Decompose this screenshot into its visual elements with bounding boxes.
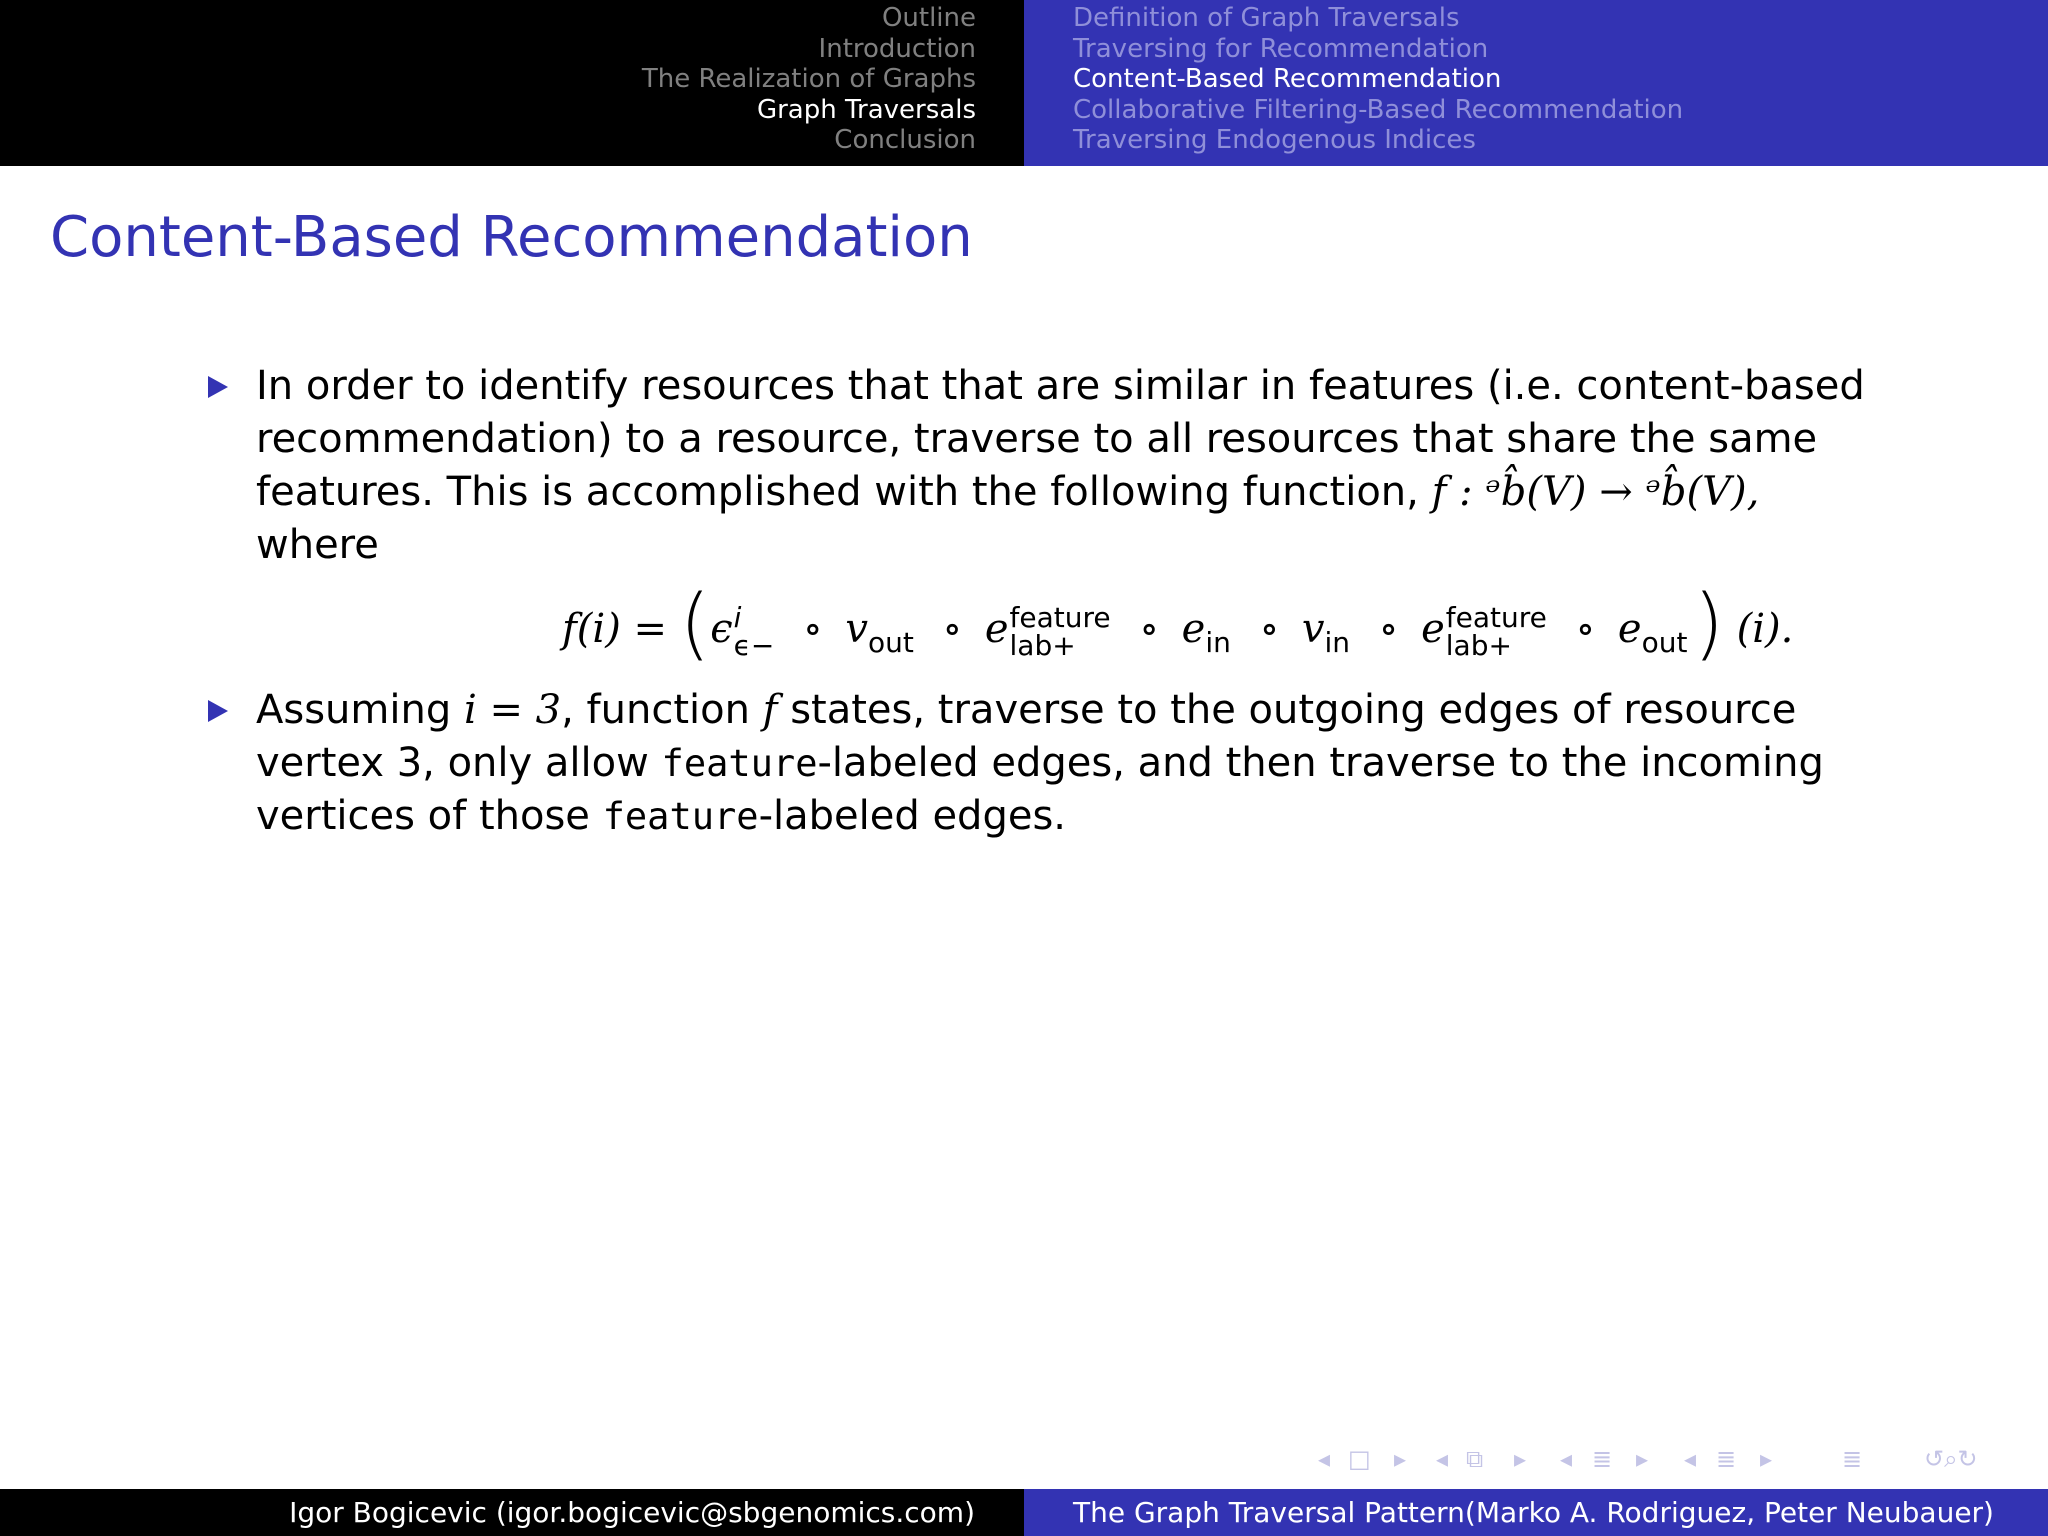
beamer-navigation-bar bbox=[0, 1444, 2048, 1474]
equation-body bbox=[562, 579, 1794, 683]
e-symbol: e bbox=[1617, 606, 1642, 652]
compose-op: ∘ bbox=[1139, 606, 1159, 652]
e-symbol: e bbox=[1421, 606, 1445, 652]
compose-op: ∘ bbox=[942, 606, 963, 652]
toc-icon[interactable]: ≣ bbox=[1842, 1445, 1863, 1473]
section-graph-traversals[interactable]: Graph Traversals bbox=[756, 94, 976, 125]
e-in-subscript: in bbox=[1205, 626, 1231, 659]
frame-prev-arrow-icon[interactable]: ◂ bbox=[1318, 1445, 1331, 1473]
section-introduction[interactable]: Introduction bbox=[818, 33, 976, 64]
traversal-equation bbox=[256, 576, 1885, 672]
subsection-definition[interactable]: Definition of Graph Traversals bbox=[1073, 3, 1460, 33]
section-realization-of-graphs[interactable]: The Realization of Graphs bbox=[641, 64, 976, 94]
slide-title: Content-Based Recommendation bbox=[50, 205, 973, 270]
search-back-forward-icon[interactable]: ↺⌕↻ bbox=[1924, 1445, 1978, 1473]
bullet-item bbox=[205, 684, 1885, 843]
subsection-list bbox=[1073, 3, 1683, 156]
subsection-prev-arrow-icon[interactable]: ◂ bbox=[1436, 1445, 1449, 1473]
f-symbol: f bbox=[762, 687, 778, 733]
footer-author-bar bbox=[0, 1489, 1024, 1536]
function-signature: f : ᵊb̂(V) → ᵊb̂(V), bbox=[1431, 469, 1760, 515]
i-equals-3: i = 3 bbox=[463, 687, 562, 733]
bullet-text-part: -labeled edges. bbox=[758, 793, 1067, 839]
code-feature: feature bbox=[602, 795, 759, 838]
subsection-icon[interactable]: ⧉ bbox=[1466, 1445, 1484, 1473]
subsection-traversing-recommendation[interactable]: Traversing for Recommendation bbox=[1073, 33, 1489, 64]
equation-argument: (i). bbox=[1736, 606, 1794, 652]
subsection-next-arrow-icon[interactable]: ▸ bbox=[1514, 1445, 1527, 1473]
close-paren: ) bbox=[1693, 579, 1724, 669]
e-lab-scripts bbox=[1009, 601, 1111, 662]
eps-superscript: i bbox=[733, 601, 742, 634]
subsection-endogenous-indices[interactable]: Traversing Endogenous Indices bbox=[1073, 125, 1476, 155]
e-lab-subscript: lab+ bbox=[1445, 629, 1512, 662]
bullet-text-part: Assuming bbox=[256, 687, 464, 733]
section-list bbox=[642, 3, 976, 156]
slide-header bbox=[0, 0, 2048, 166]
open-paren: ( bbox=[679, 579, 711, 669]
section-navigation bbox=[0, 0, 1024, 166]
where-text: where bbox=[256, 522, 379, 568]
bullet-text-part: states, traverse to the outgoing edges of resource vertex 3, only allow bbox=[256, 687, 1797, 786]
bullet-list bbox=[205, 360, 1885, 843]
footer-title: The Graph Traversal Pattern(Marko A. Rodriguez, Peter Neubauer) bbox=[1073, 1496, 1994, 1529]
e-lab-scripts bbox=[1445, 601, 1547, 662]
section-prev-arrow-icon[interactable]: ◂ bbox=[1560, 1445, 1573, 1473]
footer-title-bar bbox=[1024, 1489, 2048, 1536]
eps-subscript: ϵ− bbox=[733, 629, 775, 662]
document-prev-arrow-icon[interactable]: ◂ bbox=[1684, 1445, 1697, 1473]
compose-op: ∘ bbox=[803, 606, 823, 652]
document-next-arrow-icon[interactable]: ▸ bbox=[1760, 1445, 1773, 1473]
footer-author: Igor Bogicevic (igor.bogicevic@sbgenomics.com) bbox=[289, 1496, 975, 1529]
v-symbol: v bbox=[845, 606, 868, 652]
eps-symbol: ϵ bbox=[710, 606, 733, 652]
equation-lhs: f(i) = bbox=[562, 606, 668, 652]
bullet-text: In order to identify resources that that are similar in features (i.e. content-based recommendation) to a resource, traverse to all resources that share the same features. This is accomplished with the following function, bbox=[256, 363, 1865, 515]
compose-op: ∘ bbox=[1259, 606, 1280, 652]
triangle-bullet-icon bbox=[208, 700, 228, 722]
v-out-subscript: out bbox=[867, 626, 914, 659]
frame-next-arrow-icon[interactable]: ▸ bbox=[1394, 1445, 1407, 1473]
bullet-item bbox=[205, 360, 1885, 672]
eps-scripts bbox=[733, 601, 775, 662]
bullet-text-part: -labeled edges, and then traverse to the incoming vertices of those bbox=[256, 740, 1824, 839]
e-symbol: e bbox=[1181, 606, 1206, 652]
code-feature: feature bbox=[661, 742, 818, 785]
section-icon[interactable]: ≣ bbox=[1592, 1445, 1613, 1473]
e-lab-superscript: feature bbox=[1445, 601, 1547, 634]
e-lab-superscript: feature bbox=[1009, 601, 1111, 634]
bullet-text-part: , function bbox=[561, 687, 763, 733]
section-next-arrow-icon[interactable]: ▸ bbox=[1636, 1445, 1649, 1473]
compose-op: ∘ bbox=[1575, 606, 1596, 652]
e-out-subscript: out bbox=[1641, 626, 1688, 659]
section-conclusion[interactable]: Conclusion bbox=[834, 125, 976, 155]
subsection-navigation bbox=[1024, 0, 2048, 166]
section-outline[interactable]: Outline bbox=[881, 3, 976, 33]
frame-icon[interactable]: □ bbox=[1348, 1445, 1371, 1473]
document-icon[interactable]: ≣ bbox=[1716, 1445, 1737, 1473]
triangle-bullet-icon bbox=[208, 376, 228, 398]
v-in-subscript: in bbox=[1324, 626, 1351, 659]
e-lab-subscript: lab+ bbox=[1009, 629, 1076, 662]
subsection-content-based[interactable]: Content-Based Recommendation bbox=[1073, 64, 1502, 94]
compose-op: ∘ bbox=[1378, 606, 1399, 652]
v-symbol: v bbox=[1301, 606, 1325, 652]
e-symbol: e bbox=[984, 606, 1009, 652]
subsection-collaborative-filtering[interactable]: Collaborative Filtering-Based Recommendation bbox=[1073, 94, 1684, 125]
